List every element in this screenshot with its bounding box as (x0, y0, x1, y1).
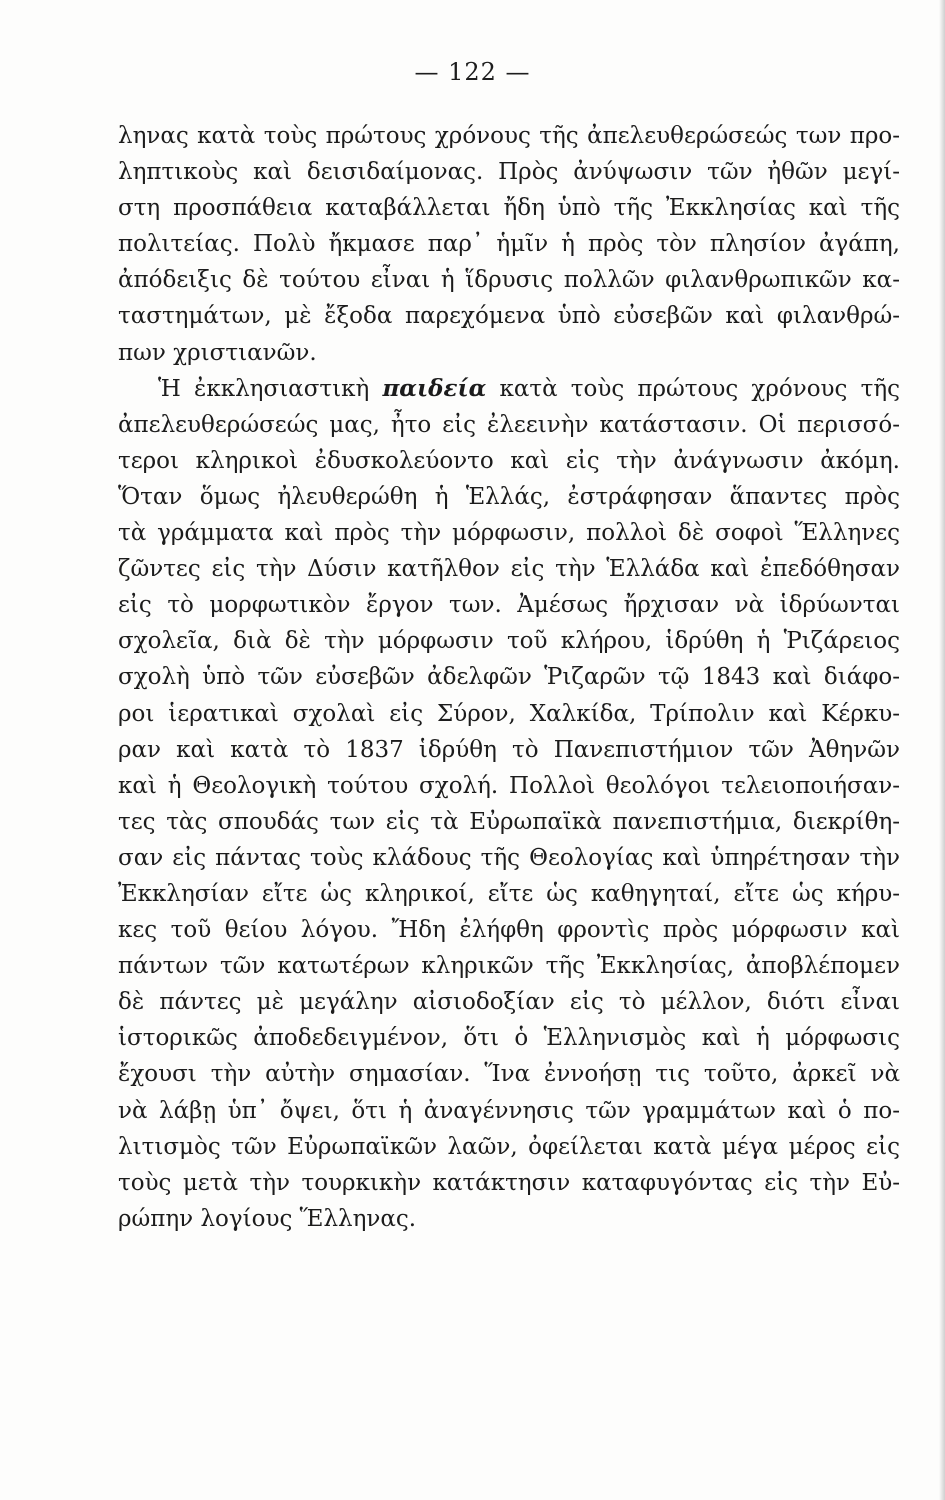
text-line: Ἐκκλησίαν εἴτε ὡς κληρικοί, εἴτε ὡς καθηγηταί, εἴτε ὡς κήρυ- (118, 880, 900, 907)
text-line: τεροι κληρικοὶ ἐδυσκολεύοντο καὶ εἰς τὴν ἀνάγνωσιν ἀκόμη. (118, 447, 900, 474)
text-line: τὰ γράμματα καὶ πρὸς τὴν μόρφωσιν, πολλοὶ δὲ σοφοὶ Ἕλληνες (118, 520, 900, 547)
text-line: ταστημάτων, μὲ ἔξοδα παρεχόμενα ὑπὸ εὐσεβῶν καὶ φιλανθρώ- (118, 303, 900, 330)
paragraph-first-line (118, 371, 900, 407)
text-line: ἀπόδειξις δὲ τούτου εἶναι ἡ ἵδρυσις πολλῶν φιλανθρωπικῶν κα- (118, 267, 900, 294)
text-line: ραν καὶ κατὰ τὸ 1837 ἱδρύθη τὸ Πανεπιστήμιον τῶν Ἀθηνῶν (118, 736, 900, 763)
page-edge-shadow (939, 0, 945, 1500)
text-line: πολιτείας. Πολὺ ἤκμασε παρ᾿ ἡμῖν ἡ πρὸς τὸν πλησίον ἀγάπη, (118, 231, 900, 258)
text-line: ἀπελευθερώσεώς μας, ἦτο εἰς ἐλεεινὴν κατάστασιν. Οἱ περισσό- (118, 411, 900, 438)
paragraph-2 (118, 371, 900, 1237)
text-line: πάντων τῶν κατωτέρων κληρικῶν τῆς Ἐκκλησίας, ἀποβλέπομεν (118, 953, 900, 980)
text-line: νὰ λάβῃ ὑπ᾿ ὄψει, ὅτι ἡ ἀναγέννησις τῶν γραμμάτων καὶ ὁ πο- (118, 1097, 900, 1124)
page-number: — 122 — (414, 58, 531, 86)
text-line: λιτισμὸς τῶν Εὐρωπαϊκῶν λαῶν, ὀφείλεται κατὰ μέγα μέρος εἰς (118, 1133, 900, 1160)
body-text (118, 118, 900, 1237)
text-line: ζῶντες εἰς τὴν Δύσιν κατῆλθον εἰς τὴν Ἑλλάδα καὶ ἐπεδόθησαν (118, 556, 900, 583)
text-line: κες τοῦ θείου λόγου. Ἤδη ἐλήφθη φροντὶς πρὸς μόρφωσιν καὶ (118, 917, 900, 944)
text-line: ἱστορικῶς ἀποδεδειγμένον, ὅτι ὁ Ἑλληνισμὸς καὶ ἡ μόρφωσις (118, 1025, 900, 1052)
text-fragment: Ἡ ἐκκλησιαστικὴ (158, 375, 383, 402)
text-line: ἔχουσι τὴν αὐτὴν σημασίαν. Ἵνα ἐννοήσῃ τις τοῦτο, ἀρκεῖ νὰ (118, 1061, 900, 1088)
text-line: πων χριστιανῶν. (118, 339, 317, 366)
text-line: Ὅταν ὅμως ἠλευθερώθη ἡ Ἑλλάς, ἐστράφησαν ἅπαντες πρὸς (118, 483, 900, 510)
text-line: τοὺς μετὰ τὴν τουρκικὴν κατάκτησιν καταφυγόντας εἰς τὴν Εὐ- (118, 1169, 900, 1196)
text-line: καὶ ἡ Θεολογικὴ τούτου σχολή. Πολλοὶ θεολόγοι τελειοποιήσαν- (118, 772, 900, 799)
text-line: δὲ πάντες μὲ μεγάλην αἰσιοδοξίαν εἰς τὸ μέλλον, διότι εἶναι (118, 989, 900, 1016)
text-line: σχολεῖα, διὰ δὲ τὴν μόρφωσιν τοῦ κλήρου, ἱδρύθη ἡ Ῥιζάρειος (118, 628, 900, 655)
text-line: τες τὰς σπουδάς των εἰς τὰ Εὐρωπαϊκὰ πανεπιστήμια, διεκρίθη- (118, 808, 900, 835)
text-fragment: κατὰ τοὺς πρώτους χρόνους τῆς (486, 375, 900, 402)
text-line: σχολὴ ὑπὸ τῶν εὐσεβῶν ἀδελφῶν Ῥιζαρῶν τῷ 1843 καὶ διάφο- (118, 664, 900, 691)
emphasized-word: παιδεία (382, 374, 487, 402)
text-line: ληπτικοὺς καὶ δεισιδαίμονας. Πρὸς ἀνύψωσιν τῶν ἠθῶν μεγί- (118, 159, 900, 186)
text-line: εἰς τὸ μορφωτικὸν ἔργον των. Ἀμέσως ἤρχισαν νὰ ἱδρύωνται (118, 592, 900, 619)
text-line: σαν εἰς πάντας τοὺς κλάδους τῆς Θεολογίας καὶ ὑπηρέτησαν τὴν (118, 844, 900, 871)
text-line: ρώπην λογίους Ἕλληνας. (118, 1205, 417, 1232)
text-line: ροι ἱερατικαὶ σχολαὶ εἰς Σύρον, Χαλκίδα, Τρίπολιν καὶ Κέρκυ- (118, 700, 900, 727)
text-line: στη προσπάθεια καταβάλλεται ἤδη ὑπὸ τῆς Ἐκκλησίας καὶ τῆς (118, 195, 900, 222)
text-line: ληνας κατὰ τοὺς πρώτους χρόνους τῆς ἀπελευθερώσεώς των προ- (118, 123, 900, 149)
paragraph-1 (118, 118, 900, 371)
